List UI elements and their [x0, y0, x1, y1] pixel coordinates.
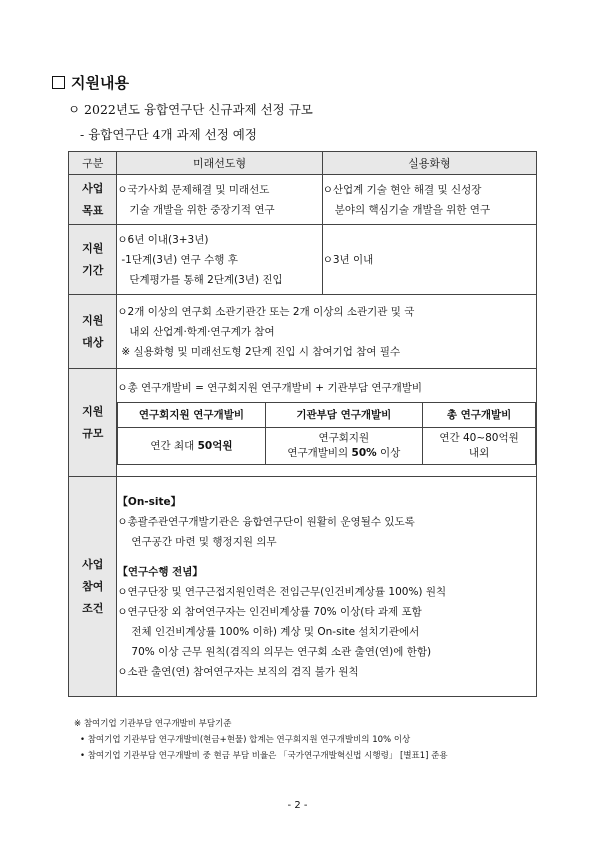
page-number: - 2 -: [287, 800, 308, 811]
header-category: 구분: [69, 152, 117, 175]
intro-line-2: - 융합연구단 4개 과제 선정 예정: [80, 127, 257, 142]
budget-header-institute: 연구회지원 연구개발비: [118, 403, 265, 428]
header-practical: 실용화형: [322, 152, 536, 175]
row-conditions: [69, 477, 537, 697]
scale-content: [117, 369, 537, 477]
onsite-title: 【On-site】: [117, 495, 182, 508]
footnote-item: • 참여기업 기관부담 연구개발비 중 현금 부담 비율은 「국가연구개발혁신법 시행령」 [별표1] 준용: [80, 751, 448, 761]
conditions-content: 【On-site】 ㅇ총괄주관연구개발기관은 융합연구단이 원활히 운영될수 있도록 연구공간 마련 및 행정지원 의무 【연구수행 전념】 ㅇ연구단장 및 연구근접지원인력은 전임근무(인건비계상률 100%) 원칙 ㅇ연구단장 외 참여연구자는 인건비계상률 70% 이상(타 과제 포함 전체 인건비계상률 100% 이하) 계상 및 On-site 설치기관에서 70% 이상 근무 원칙(겸직의 의무는 연구회 소관 출연(연)에 한함) ㅇ소관 출연(연) 참여연구자는 보직의 겸직 불가 원칙: [117, 477, 537, 697]
budget-institute-value: 연간 최대 50억원: [118, 428, 265, 465]
budget-header-row: [118, 403, 536, 428]
footnote-item: • 참여기업 기관부담 연구개발비(현금+현물) 합계는 연구회지원 연구개발비의 10% 이상: [80, 735, 411, 745]
budget-header-agency: 기관부담 연구개발비: [265, 403, 423, 428]
row-scale: [69, 369, 537, 477]
period-future: ㅇ6년 이내(3+3년) -1단계(3년) 연구 수행 후 단계평가를 통해 2단계(3년) 진입: [117, 225, 322, 295]
budget-value-row: [118, 428, 536, 465]
budget-header-total: 총 연구개발비: [423, 403, 536, 428]
row-label-scale: 지원 규모: [69, 369, 117, 477]
footnotes: [74, 716, 448, 764]
row-target: [69, 295, 537, 369]
row-label-purpose: 사업 목표: [69, 175, 117, 225]
row-purpose: [69, 175, 537, 225]
budget-total-value: 연간 40~80억원 내외: [423, 428, 536, 465]
footnote-title: ※ 참여기업 기관부담 연구개발비 부담기준: [74, 719, 232, 729]
section-title: 지원내용: [71, 74, 129, 92]
purpose-future: ㅇ국가사회 문제해결 및 미래선도 기술 개발을 위한 중장기적 연구: [117, 175, 322, 225]
budget-subtable: [117, 402, 536, 465]
period-practical: ㅇ3년 이내: [322, 225, 536, 295]
checkbox-square-icon: [52, 76, 65, 89]
budget-agency-value: 연구회지원 연구개발비의 50% 이상: [265, 428, 423, 465]
staff-title: 【연구수행 전념】: [117, 565, 203, 578]
section-heading: [52, 72, 129, 93]
table-header-row: [69, 152, 537, 175]
scale-formula: ㅇ총 연구개발비 = 연구회지원 연구개발비 + 기관부담 연구개발비: [117, 382, 423, 394]
purpose-practical: ㅇ산업계 기술 현안 해결 및 신성장 분야의 핵심기술 개발을 위한 연구: [322, 175, 536, 225]
row-period: [69, 225, 537, 295]
support-content-table: [68, 151, 537, 697]
intro-line-1: ㅇ 2022년도 융합연구단 신규과제 선정 규모: [68, 102, 313, 117]
row-label-conditions: 사업 참여 조건: [69, 477, 117, 697]
target-content: ㅇ2개 이상의 연구회 소관기관간 또는 2개 이상의 소관기관 및 국 내외 산업계·학계·연구계가 참여 ※ 실용화형 및 미래선도형 2단계 진입 시 참여기업 참여 필수: [117, 295, 537, 369]
row-label-period: 지원 기간: [69, 225, 117, 295]
header-future: 미래선도형: [117, 152, 322, 175]
row-label-target: 지원 대상: [69, 295, 117, 369]
